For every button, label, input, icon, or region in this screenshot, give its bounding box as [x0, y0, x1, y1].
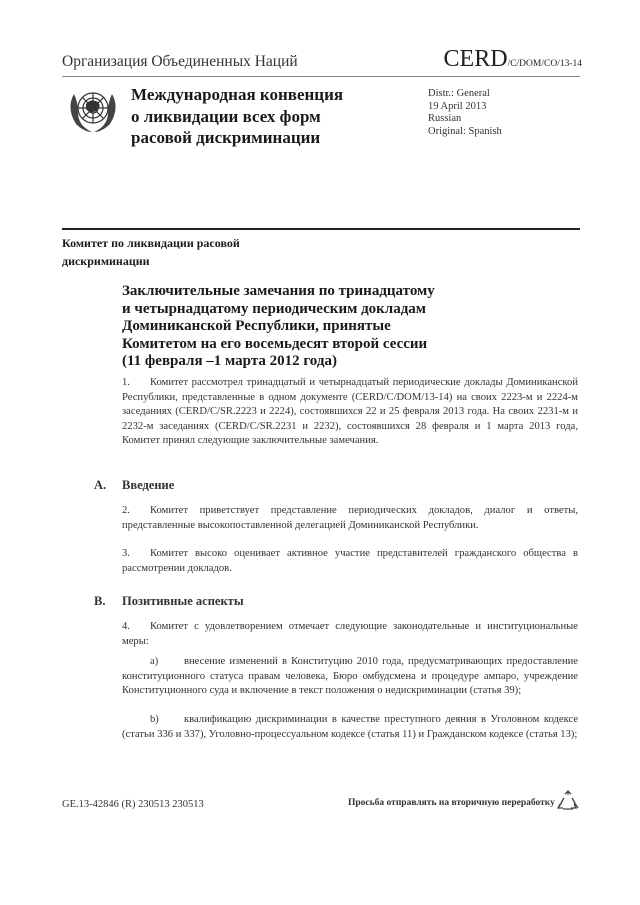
paragraph-text: Комитет рассмотрел тринадцатый и четырнадцатый периодические доклады Доминиканской Республики, представленные в одном документе (CERD/C/DOM/13-14) на своих 2223-м и 2224-м заседаниях (CERD/C/SR.2223 и 2224), состоявшихся 22 и 25 февраля 2013 года. На своих 2231-м и 2232-м заседаниях (CERD/C/SR.2231 и 2232), состоявшихся 28 февраля и 1 марта 2013 года, Комитет принял следующие заключительные замечания.	[122, 377, 578, 447]
section-letter: A.	[94, 478, 107, 492]
document-title	[122, 283, 435, 371]
paragraph-number: 1.	[122, 377, 130, 388]
title-line: Доминиканской Республики, принятые	[122, 318, 391, 334]
distribution-info	[428, 88, 502, 138]
section-b-heading	[94, 594, 578, 609]
paragraph-4b	[122, 713, 578, 742]
section-letter: B.	[94, 594, 106, 608]
date: 19 April 2013	[428, 100, 487, 112]
job-number: GE.13-42846 (R) 230513 230513	[62, 799, 204, 810]
paragraph-1	[122, 376, 578, 449]
convention-title-line: расовой дискриминации	[131, 128, 321, 147]
language: Russian	[428, 113, 462, 124]
recycle-icon	[557, 790, 579, 812]
committee-name	[62, 234, 240, 270]
organization-name: Организация Объединенных Наций	[62, 53, 298, 70]
convention-title	[131, 84, 343, 149]
un-emblem-icon	[64, 84, 122, 134]
title-line: (11 февраля –1 марта 2012 года)	[122, 353, 337, 369]
committee-line: Комитет по ликвидации расовой	[62, 236, 240, 250]
paragraph-number: 4.	[122, 621, 130, 632]
convention-title-line: о ликвидации всех форм	[131, 106, 321, 126]
original-language: Original: Spanish	[428, 125, 502, 137]
title-line: Комитетом на его восемьдесят второй сессии	[122, 335, 428, 352]
paragraph-4	[122, 620, 578, 649]
paragraph-text: Комитет с удовлетворением отмечает следующие законодательные и институциональные меры:	[122, 621, 578, 647]
section-title: Введение	[122, 478, 175, 492]
title-line: и четырнадцатому периодическим докладам	[122, 300, 427, 317]
paragraph-3	[122, 547, 578, 576]
section-title: Позитивные аспекты	[122, 594, 244, 608]
convention-title-line: Международная конвенция	[131, 85, 344, 104]
item-letter: a)	[150, 656, 159, 667]
header-rule	[62, 76, 580, 77]
item-letter: b)	[150, 714, 159, 725]
paragraph-number: 2.	[122, 505, 130, 516]
section-a-heading	[94, 478, 578, 493]
symbol-suffix: /C/DOM/CO/13-14	[507, 59, 582, 69]
paragraph-2	[122, 504, 578, 533]
distribution: Distr.: General	[428, 88, 490, 99]
paragraph-4a	[122, 655, 578, 699]
header-thick-rule	[62, 228, 580, 230]
paragraph-text: Комитет приветствует представление периодических докладов, диалог и ответы, представленные высокопоставленной делегацией Доминиканской Республики.	[122, 505, 578, 531]
symbol-main: CERD	[443, 46, 508, 72]
item-text: внесение изменений в Конституцию 2010 года, предусматривающих предоставление конституционного статуса правам человека, Бюро омбудсмена и процедуре ампаро, учреждение Конституционного суда и включение в текст положения о недискриминации (статья 39);	[122, 656, 578, 697]
title-line: Заключительные замечания по тринадцатому	[122, 283, 435, 299]
paragraph-text: Комитет высоко оценивает активное участие представителей гражданского общества в рассмотрении докладов.	[122, 548, 578, 574]
item-text: квалификацию дискриминации в качестве преступного деяния в Уголовном кодексе (статьи 336 и 337), Уголовно-процессуальном кодексе (статья 11) и Гражданском кодексе (статья 13);	[122, 714, 578, 740]
paragraph-number: 3.	[122, 548, 130, 559]
recycle-note: Просьба отправлять на вторичную переработку	[348, 798, 555, 808]
document-symbol	[444, 46, 582, 73]
committee-line: дискриминации	[62, 254, 150, 268]
